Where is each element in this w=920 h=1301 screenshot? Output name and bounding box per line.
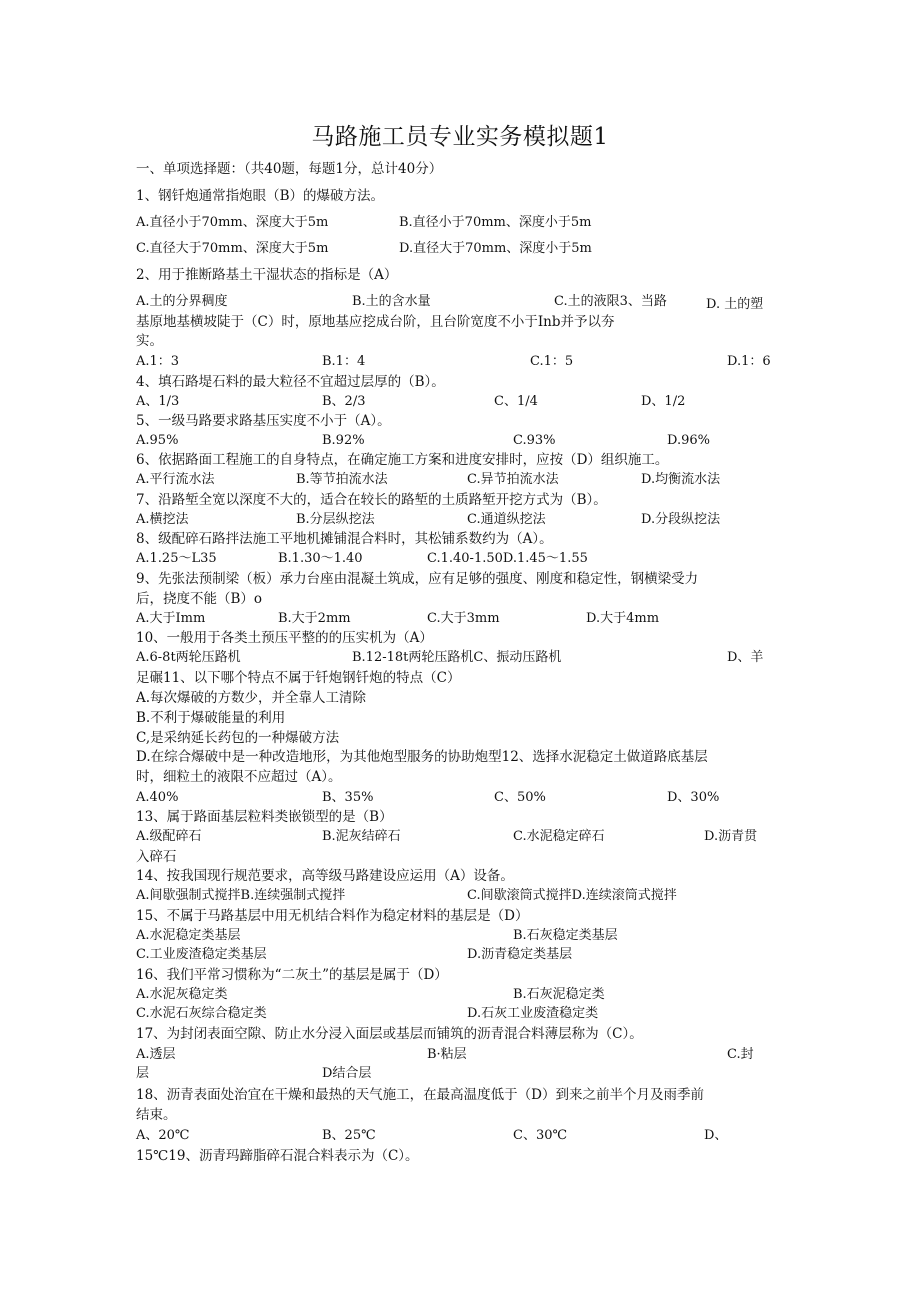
q17-option-b: B·粘层 bbox=[427, 1047, 467, 1062]
section-heading: 一、单项选择题：（共40题，每题1分，总计40分） bbox=[136, 161, 443, 177]
question-8-stem: 8、级配碎石路拌法施工平地机摊铺混合料时，其松铺系数约为（A）。 bbox=[136, 531, 553, 547]
q3-option-c: C.1：5 bbox=[530, 354, 574, 369]
question-18-stem-cont: 结束。 bbox=[136, 1107, 177, 1123]
q13-option-d: D.沥青贯 bbox=[704, 829, 758, 844]
question-11-stem: 足碾11、以下哪个特点不属于钎炮钢钎炮的特点（C） bbox=[136, 670, 461, 686]
q17-option-a: A.透层 bbox=[136, 1047, 176, 1062]
q10-option-bc: B.12-18t两轮压路机C、振动压路机 bbox=[352, 650, 562, 665]
question-13-stem: 13、属于路面基层粒料类嵌锁型的是（B） bbox=[136, 809, 393, 825]
q13-option-a: A.级配碎石 bbox=[136, 829, 202, 844]
question-18-stem: 18、沥青表面处治宜在干燥和最热的天气施工，在最高温度低于（D）到来之前半个月及雨季前 bbox=[136, 1087, 705, 1103]
q17-option-c: C.封 bbox=[727, 1047, 754, 1062]
q4-option-c: C、1/4 bbox=[494, 394, 538, 409]
q10-option-a: A.6-8t两轮压路机 bbox=[136, 650, 241, 665]
q13-option-c: C.水泥稳定碎石 bbox=[513, 829, 605, 844]
q15-option-a: A.水泥稳定类基层 bbox=[136, 928, 241, 943]
q8-option-cd: C.1.40-1.50D.1.45～1.55 bbox=[427, 551, 588, 566]
q15-option-c: C.工业废渣稳定类基层 bbox=[136, 947, 267, 962]
q11-option-d: D.在综合爆破中是一种改造地形，为其他炮型服务的协助炮型12、选择水泥稳定土做道路底基层 bbox=[136, 749, 708, 765]
q6-option-d: D.均衡流水法 bbox=[641, 472, 721, 487]
question-19-stem: 15℃19、沥青玛蹄脂碎石混合料表示为（C）。 bbox=[136, 1148, 419, 1164]
q6-option-c: C.异节拍流水法 bbox=[467, 472, 559, 487]
q12-option-c: C、50% bbox=[494, 790, 546, 805]
question-3-stem: 基原地基横坡陡于（C）时，原地基应挖成台阶，且台阶宽度不小于Inb并予以夯 bbox=[136, 314, 615, 330]
q1-option-a: A.直径小于70mm、深度大于5m bbox=[136, 215, 329, 230]
q18-option-c: C、30℃ bbox=[513, 1128, 568, 1143]
q5-option-d: D.96% bbox=[667, 433, 710, 448]
question-1-stem: 1、钢钎炮通常指炮眼（B）的爆破方法。 bbox=[136, 188, 385, 204]
q11-option-a: A.每次爆破的方数少，并全靠人工清除 bbox=[136, 690, 367, 706]
document-title: 马路施工员专业实务模拟题1 bbox=[311, 124, 609, 150]
q12-option-d: D、30% bbox=[667, 790, 720, 805]
q17-option-c-cont: 层 bbox=[136, 1066, 150, 1081]
question-16-stem: 16、我们平常习惯称为“二灰土”的基层是属于（D） bbox=[136, 967, 448, 983]
q3-option-d: D.1：6 bbox=[727, 354, 771, 369]
q17-option-d: D结合层 bbox=[322, 1066, 372, 1081]
q2-option-d: D. 土的塑 bbox=[706, 297, 764, 312]
q3-option-a: A.1：3 bbox=[136, 354, 180, 369]
q12-option-b: B、35% bbox=[322, 790, 374, 805]
question-3-stem-cont: 实。 bbox=[136, 333, 163, 349]
question-9-stem: 9、先张法预制梁（板）承力台座由混凝土筑成，应有足够的强度、刚度和稳定性，钢横梁受力 bbox=[136, 571, 699, 587]
q14-option-cd: C.间歇滚筒式搅拌D.连续滚筒式搅拌 bbox=[467, 888, 677, 903]
q13-option-d-cont: 入碎石 bbox=[136, 849, 177, 865]
q6-option-a: A.平行流水法 bbox=[136, 472, 215, 487]
question-5-stem: 5、一级马路要求路基压实度不小于（A）。 bbox=[136, 413, 391, 429]
q3-option-b: B.1：4 bbox=[322, 354, 366, 369]
q13-option-b: B.泥灰结碎石 bbox=[322, 829, 401, 844]
q7-option-d: D.分段纵挖法 bbox=[641, 512, 721, 527]
question-12-stem: 时，细粒土的液限不应超过（A）。 bbox=[136, 769, 342, 785]
q5-option-a: A.95% bbox=[136, 433, 179, 448]
q9-option-b: B.大于2mm bbox=[278, 611, 351, 626]
q9-option-d: D.大于4mm bbox=[586, 611, 660, 626]
q1-option-c: C.直径大于70mm、深度大于5m bbox=[136, 241, 329, 256]
q1-option-d: D.直径大于70mm、深度小于5m bbox=[399, 241, 592, 256]
q12-option-a: A.40% bbox=[136, 790, 179, 805]
q16-option-b: B.石灰泥稳定类 bbox=[513, 987, 605, 1002]
q11-option-b: B.不利于爆破能量的利用 bbox=[136, 710, 286, 726]
q8-option-a: A.1.25～L35 bbox=[136, 551, 217, 566]
q6-option-b: B.等节拍流水法 bbox=[296, 472, 388, 487]
q2-option-c: C.土的液限3、当路 bbox=[554, 294, 667, 309]
q18-option-a: A、20℃ bbox=[136, 1128, 190, 1143]
q16-option-c: C.水泥石灰综合稳定类 bbox=[136, 1006, 267, 1021]
q16-option-a: A.水泥灰稳定类 bbox=[136, 987, 228, 1002]
q16-option-d: D.石灰工业废渣稳定类 bbox=[467, 1006, 599, 1021]
q14-option-ab: A.间歇强制式搅拌B.连续强制式搅拌 bbox=[136, 888, 346, 903]
q1-option-b: B.直径小于70mm、深度小于5m bbox=[399, 215, 592, 230]
q4-option-d: D、1/2 bbox=[641, 394, 686, 409]
q9-option-a: A.大于Imm bbox=[136, 611, 206, 626]
q18-option-b: B、25℃ bbox=[322, 1128, 376, 1143]
q11-option-c: C,是采纳延长药包的一种爆破方法 bbox=[136, 730, 340, 746]
q5-option-b: B.92% bbox=[322, 433, 365, 448]
q7-option-a: A.横挖法 bbox=[136, 512, 189, 527]
q15-option-b: B.石灰稳定类基层 bbox=[513, 928, 618, 943]
question-17-stem: 17、为封闭表面空隙、防止水分浸入面层或基层而铺筑的沥青混合料薄层称为（C）。 bbox=[136, 1026, 643, 1042]
q4-option-b: B、2/3 bbox=[322, 394, 366, 409]
q2-option-a: A.土的分界稠度 bbox=[136, 294, 228, 309]
question-2-stem: 2、用于推断路基土干湿状态的指标是（A） bbox=[136, 267, 398, 283]
q2-option-b: B.土的含水量 bbox=[352, 294, 431, 309]
question-10-stem: 10、一般用于各类土预压平整的的压实机为（A） bbox=[136, 630, 433, 646]
q7-option-b: B.分层纵挖法 bbox=[296, 512, 375, 527]
question-15-stem: 15、不属于马路基层中用无机结合料作为稳定材料的基层是（D） bbox=[136, 908, 529, 924]
q7-option-c: C.通道纵挖法 bbox=[467, 512, 546, 527]
question-7-stem: 7、沿路堑全宽以深度不大的，适合在较长的路堑的土质路堑开挖方式为（B）。 bbox=[136, 492, 607, 508]
question-4-stem: 4、填石路堤石料的最大粒径不宜超过层厚的（B）。 bbox=[136, 374, 445, 390]
q10-option-d: D、羊 bbox=[727, 650, 764, 665]
question-14-stem: 14、按我国现行规范要求，高等级马路建设应运用（A）设备。 bbox=[136, 868, 514, 884]
q8-option-b: B.1.30～1.40 bbox=[278, 551, 363, 566]
q9-option-c: C.大于3mm bbox=[427, 611, 500, 626]
question-9-stem-cont: 后，挠度不能（B）o bbox=[136, 591, 263, 607]
question-6-stem: 6、依据路面工程施工的自身特点，在确定施工方案和进度安排时，应按（D）组织施工。 bbox=[136, 452, 669, 468]
q5-option-c: C.93% bbox=[513, 433, 556, 448]
q4-option-a: A、1/3 bbox=[136, 394, 180, 409]
q18-option-d: D、 bbox=[704, 1128, 728, 1143]
q15-option-d: D.沥青稳定类基层 bbox=[467, 947, 573, 962]
